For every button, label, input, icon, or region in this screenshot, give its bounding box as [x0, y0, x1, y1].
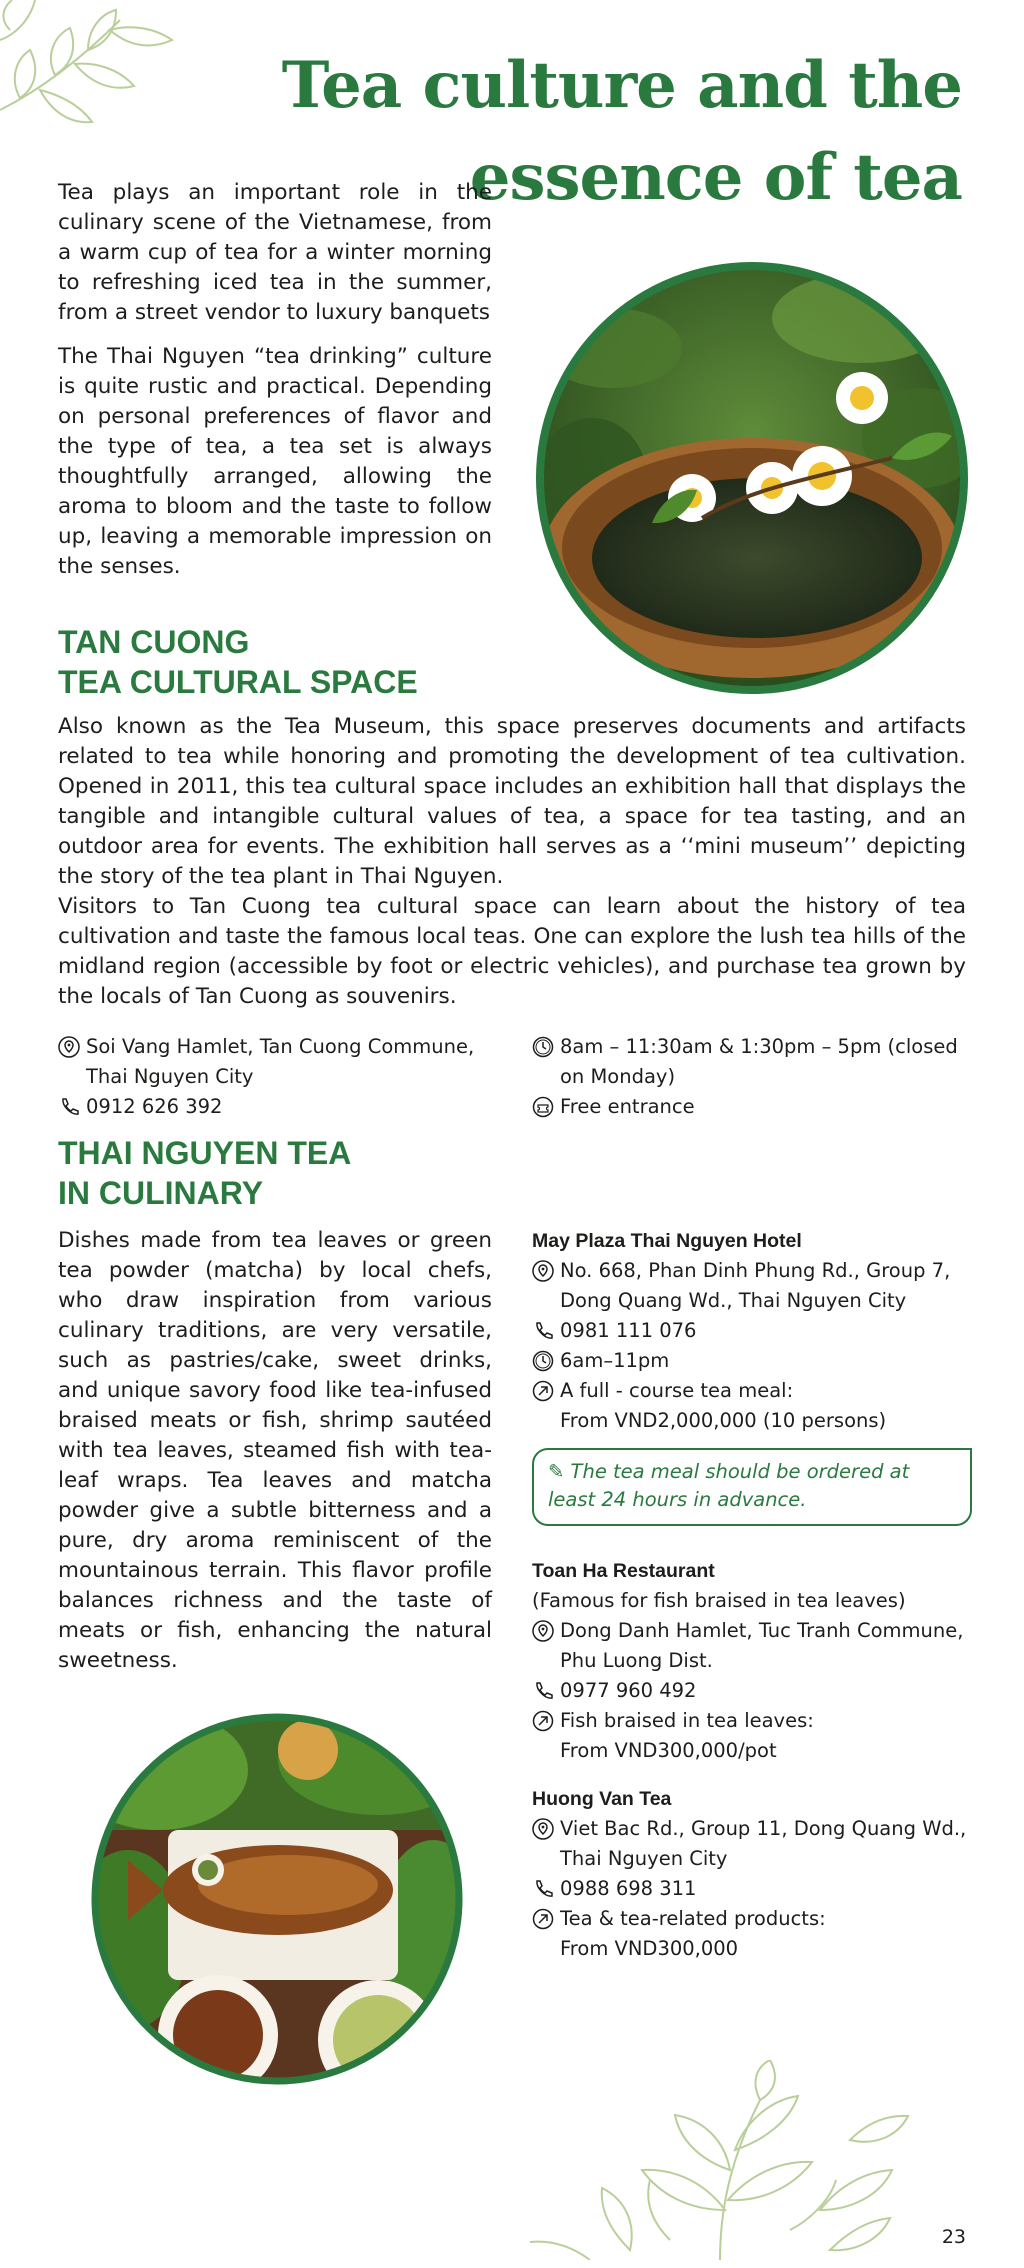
price-value: From VND2,000,000 (10 persons)	[560, 1409, 887, 1432]
tea-basket-photo	[532, 258, 972, 698]
clock-icon	[532, 1036, 554, 1058]
price-row	[532, 1706, 972, 1736]
tan-cuong-contact	[58, 1032, 488, 1122]
venue-list	[532, 1226, 972, 1964]
phone-icon	[532, 1680, 554, 1702]
price-value: From VND300,000	[560, 1937, 739, 1960]
entrance-text: Free entrance	[560, 1095, 695, 1118]
intro-paragraph-2: The Thai Nguyen “tea drinking” culture is quite rustic and practical. Depending on personal preferences of flavor and the type of tea, a tea set is always thoughtfully arranged, allowing the aroma to bloom and the taste to follow up, leaving a memorable impression on the senses.	[58, 344, 492, 579]
intro-section	[58, 178, 492, 582]
heading-line-2: IN CULINARY	[58, 1175, 264, 1211]
price-label: Fish braised in tea leaves:	[560, 1709, 814, 1732]
address-text: Viet Bac Rd., Group 11, Dong Quang Wd., Thai Nguyen City	[560, 1817, 967, 1870]
address-row	[58, 1032, 488, 1092]
price-value: From VND300,000/pot	[560, 1739, 777, 1762]
hours-text: 6am–11pm	[560, 1349, 670, 1372]
heading-line-1: THAI NGUYEN TEA	[58, 1135, 352, 1171]
address-row	[532, 1616, 972, 1676]
address-row	[532, 1814, 972, 1874]
phone-row	[532, 1874, 972, 1904]
hours-row	[532, 1032, 966, 1092]
tan-cuong-paragraph-1: Also known as the Tea Museum, this space preserves documents and artifacts related to tea while honoring and promoting the development of tea cultivation. Opened in 2011, this tea cultural space includes an exhibition hall that displays the tangible and intangible cultural values of tea, a space for tea tasting, and an outdoor area for events. The exhibition hall serves as a ‘‘mini museum’’ depicting the story of the tea plant in Thai Nguyen.	[58, 714, 966, 889]
phone-text[interactable]: 0977 960 492	[560, 1679, 697, 1702]
venue-name: Toan Ha Restaurant	[532, 1560, 715, 1582]
price-tag-icon	[532, 1380, 554, 1402]
price-tag-icon	[532, 1908, 554, 1930]
venue-name: Huong Van Tea	[532, 1788, 672, 1810]
venue-subtitle: (Famous for fish braised in tea leaves)	[532, 1589, 906, 1612]
venue-name: May Plaza Thai Nguyen Hotel	[532, 1230, 802, 1252]
location-pin-icon	[58, 1036, 80, 1058]
heading-line-1: TAN CUONG	[58, 624, 250, 660]
tea-fish-dish-photo	[88, 1710, 466, 2088]
intro-paragraph-1: Tea plays an important role in the culinary scene of the Vietnamese, from a warm cup of tea for a winter morning to refreshing iced tea in the summer, from a street vendor to luxury banquets	[58, 180, 492, 325]
venue-may-plaza	[532, 1226, 972, 1526]
tan-cuong-hours	[532, 1032, 966, 1122]
price-tag-icon	[532, 1710, 554, 1732]
hours-text: 8am – 11:30am & 1:30pm – 5pm (closed on Monday)	[560, 1035, 958, 1088]
culinary-description	[58, 1226, 492, 1676]
phone-icon	[532, 1878, 554, 1900]
price-row	[532, 1904, 972, 1934]
note-icon: ✎	[548, 1460, 571, 1483]
hours-row	[532, 1346, 972, 1376]
phone-text[interactable]: 0988 698 311	[560, 1877, 697, 1900]
price-label: A full - course tea meal:	[560, 1379, 794, 1402]
heading-line-2: TEA CULTURAL SPACE	[58, 664, 418, 700]
price-row	[532, 1376, 972, 1406]
page-number: 23	[941, 2226, 966, 2248]
note-text: The tea meal should be ordered at least 24 hours in advance.	[548, 1460, 910, 1511]
venue-huong-van	[532, 1784, 972, 1964]
address-text: Soi Vang Hamlet, Tan Cuong Commune, Thai Nguyen City	[86, 1035, 475, 1088]
page-title: Tea culture and the essence of tea	[281, 48, 962, 215]
phone-row	[58, 1092, 488, 1122]
address-row	[532, 1256, 972, 1316]
venue-toan-ha	[532, 1556, 972, 1766]
location-pin-icon	[532, 1818, 554, 1840]
tan-cuong-paragraph-2: Visitors to Tan Cuong tea cultural space can learn about the history of tea cultivation and taste the famous local teas. One can explore the lush tea hills of the midland region (accessible by foot or electric vehicles), and purchase tea grown by the locals of Tan Cuong as souvenirs.	[58, 894, 966, 1009]
price-label: Tea & tea-related products:	[560, 1907, 826, 1930]
leaf-sketch-decoration-bottom	[530, 2060, 910, 2260]
entrance-row	[532, 1092, 966, 1122]
phone-text[interactable]: 0981 111 076	[560, 1319, 697, 1342]
ticket-icon	[532, 1096, 554, 1118]
phone-icon	[58, 1096, 80, 1118]
phone-row	[532, 1676, 972, 1706]
section-heading-culinary	[58, 1133, 558, 1213]
address-text: Dong Danh Hamlet, Tuc Tranh Commune, Phu Luong Dist.	[560, 1619, 964, 1672]
culinary-paragraph: Dishes made from tea leaves or green tea powder (matcha) by local chefs, who draw inspiration from various culinary traditions, are very versatile, such as pastries/cake, sweet drinks, and unique savory food like tea-infused braised meats or fish, shrimp sautéed with tea leaves, steamed fish with tea-leaf wraps. Tea leaves and matcha powder give a subtle bitterness and a pure, dry aroma reminiscent of the mountainous terrain. This flavor profile balances richness and the taste of meats or fish, enhancing the natural sweetness.	[58, 1228, 492, 1673]
phone-text[interactable]: 0912 626 392	[86, 1095, 223, 1118]
phone-row	[532, 1316, 972, 1346]
location-pin-icon	[532, 1260, 554, 1282]
advance-order-note	[532, 1448, 972, 1526]
tan-cuong-description	[58, 712, 966, 1012]
address-text: No. 668, Phan Dinh Phung Rd., Group 7, Dong Quang Wd., Thai Nguyen City	[560, 1259, 951, 1312]
phone-icon	[532, 1320, 554, 1342]
location-pin-icon	[532, 1620, 554, 1642]
clock-icon	[532, 1350, 554, 1372]
section-heading-tan-cuong	[58, 622, 558, 702]
